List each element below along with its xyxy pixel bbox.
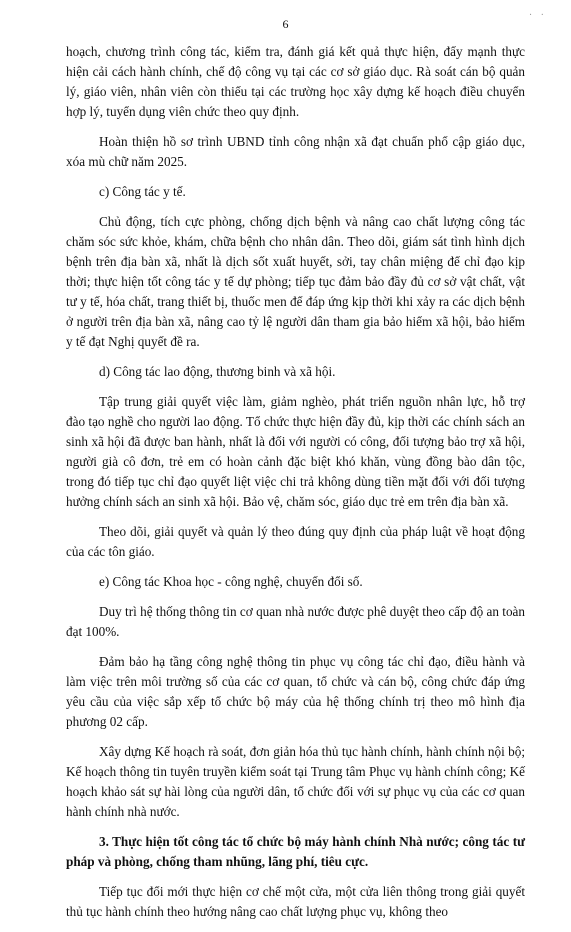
- paragraph-admin-plans: Xây dựng Kế hoạch rà soát, đơn giản hóa thủ tục hành chính, hành chính nội bộ; Kế hoạch thông tin tuyên truyền kiểm soát tại Trung tâm Phục vụ hành chính công; Kế hoạch khảo sát sự hài lòng của người dân, tổ chức đối với sự phục vụ của các cơ quan hành chính nhà nước.: [66, 744, 525, 819]
- paragraph-religion: Theo dõi, giải quyết và quản lý theo đúng quy định của pháp luật về hoạt động của các tôn giáo.: [66, 524, 525, 559]
- paragraph-it-infrastructure: Đảm bảo hạ tầng công nghệ thông tin phục vụ công tác chỉ đạo, điều hành và làm việc trên môi trường số của các cơ quan, tổ chức và cán bộ, công chức đáp ứng yêu cầu của việc sắp xếp tổ chức bộ máy của hệ thống chính trị theo mô hình địa phương 02 cấp.: [66, 654, 525, 729]
- scan-corner-marks: · ·: [528, 10, 547, 21]
- paragraph-info-system: Duy trì hệ thống thông tin cơ quan nhà nước được phê duyệt theo cấp độ an toàn đạt 100%.: [66, 604, 525, 639]
- paragraph-education-continued: hoạch, chương trình công tác, kiểm tra, đánh giá kết quả thực hiện, đẩy mạnh thực hiện cải cách hành chính, chế độ công vụ tại các cơ sở giáo dục. Rà soát cán bộ quản lý, giáo viên, nhân viên còn thiếu tại các trường học xây dựng kế hoạch điều chuyển hợp lý, tuyển dụng viên chức theo quy định.: [66, 44, 525, 119]
- paragraph-universal-education: Hoàn thiện hồ sơ trình UBND tỉnh công nhận xã đạt chuẩn phổ cập giáo dục, xóa mù chữ năm 2025.: [66, 134, 525, 169]
- section-heading-labour: d) Công tác lao động, thương binh và xã hội.: [99, 364, 336, 379]
- section-heading-science-tech: e) Công tác Khoa học - công nghệ, chuyển đổi số.: [99, 574, 363, 589]
- page-number: 6: [282, 17, 289, 31]
- paragraph-one-stop-shop: Tiếp tục đổi mới thực hiện cơ chế một cửa, một cửa liên thông trong giải quyết thủ tục hành chính theo hướng nâng cao chất lượng phục vụ, không theo: [66, 884, 525, 919]
- document-body: [66, 42, 525, 932]
- section-heading-health: c) Công tác y tế.: [99, 184, 186, 199]
- section-heading-admin-apparatus: 3. Thực hiện tốt công tác tổ chức bộ máy hành chính Nhà nước; công tác tư pháp và phòng, chống tham nhũng, lãng phí, tiêu cực.: [66, 834, 525, 869]
- paragraph-health: Chủ động, tích cực phòng, chống dịch bệnh và nâng cao chất lượng công tác chăm sóc sức khỏe, khám, chữa bệnh cho nhân dân. Theo dõi, giám sát tình hình dịch bệnh trên địa bàn xã, nhất là dịch sốt xuất huyết, sởi, tay chân miệng để chỉ đạo kịp thời; thực hiện tốt công tác y tế dự phòng; tiếp tục đảm bảo đầy đủ cơ sở vật chất, vật tư y tế, hóa chất, trang thiết bị, thuốc men để đáp ứng kịp thời khi xảy ra các dịch bệnh ở người trên địa bàn xã, nâng cao tỷ lệ người dân tham gia bảo hiểm xã hội, bảo hiểm y tế đạt Nghị quyết đề ra.: [66, 214, 525, 349]
- paragraph-labour: Tập trung giải quyết việc làm, giảm nghèo, phát triển nguồn nhân lực, hỗ trợ đào tạo nghề cho người lao động. Tổ chức thực hiện đầy đủ, kịp thời các chính sách an sinh xã hội đã được ban hành, nhất là đối với người có công, đối tượng bảo trợ xã hội, người già cô đơn, trẻ em có hoàn cảnh đặc biệt khó khăn, vùng đồng bào dân tộc, trong đó tiếp tục chỉ đạo quyết liệt việc chi trả không dùng tiền mặt đối với đối tượng hưởng chính sách an sinh xã hội. Bảo vệ, chăm sóc, giáo dục trẻ em trên địa bàn xã.: [66, 394, 525, 509]
